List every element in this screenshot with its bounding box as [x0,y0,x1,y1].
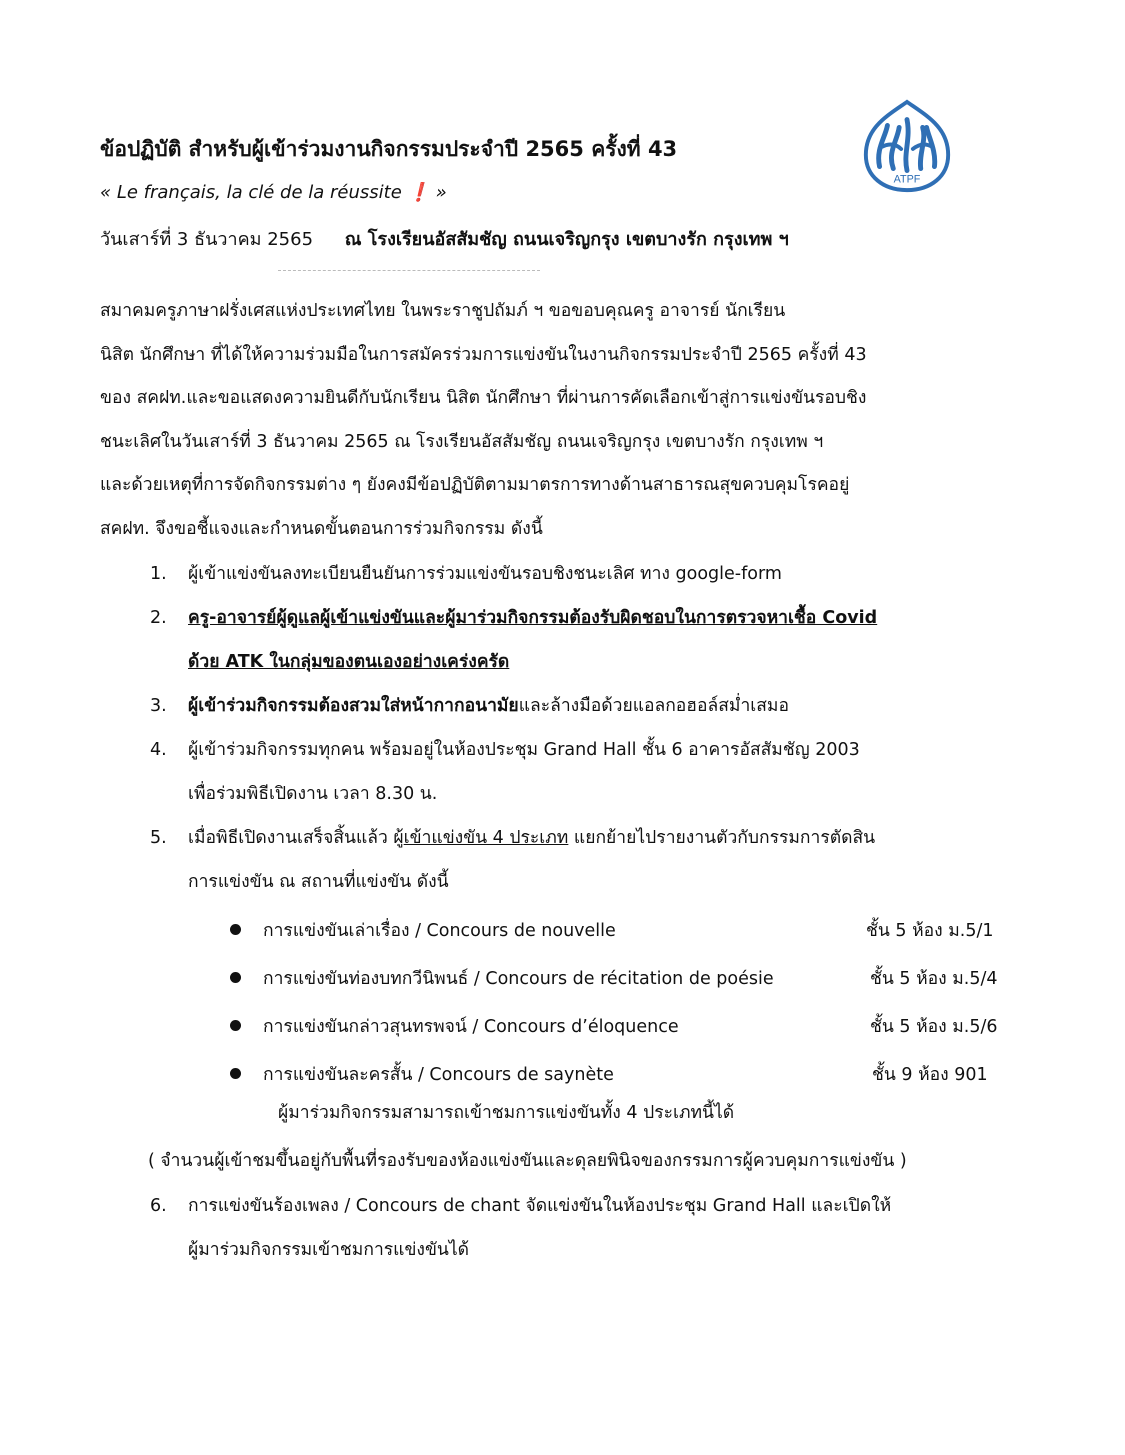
competition-item [230,964,774,992]
intro-line: นิสิต นักศึกษา ที่ได้ให้ความร่วมมือในการสมัครร่วมการแข่งขันในงานกิจกรรมประจำปี 2565 ครั้งที่ 43 [100,344,867,365]
atpf-logo [858,98,956,196]
bullet-icon [230,1068,241,1079]
bullet-icon [230,924,241,935]
list-item: 4. ผู้เข้าร่วมกิจกรรมทุกคน พร้อมอยู่ในห้องประชุม Grand Hall ชั้น 6 อาคารอัสสัมชัญ 2003 [150,740,860,760]
competition-room: ชั้น 9 ห้อง 901 [872,1065,988,1085]
exclamation-icon: ❗ [407,182,430,203]
intro-line: ของ สคฝท.และขอแสดงความยินดีกับนักเรียน นิสิต นักศึกษา ที่ผ่านการคัดเลือกเข้าสู่การแข่งขันรอบชิง [100,388,867,408]
list-item: 1. ผู้เข้าแข่งขันลงทะเบียนยืนยันการร่วมแข่งขันรอบชิงชนะเลิศ ทาง google-form [150,564,782,584]
competition-name: การแข่งขันเล่าเรื่อง / Concours de nouvelle [263,921,616,941]
motto [100,182,447,203]
bullet-icon [230,1020,241,1031]
spectator-note: ผู้มาร่วมกิจกรรมสามารถเข้าชมการแข่งขันทั้ง 4 ประเภทนี้ได้ [278,1103,735,1123]
event-dateline [100,224,789,253]
intro-line: สคฝท. จึงขอชี้แจงและกำหนดขั้นตอนการร่วมกิจกรรม ดังนี้ [100,518,543,539]
motto-text: « Le français, la clé de la réussite [100,182,402,203]
capacity-note: ( จำนวนผู้เข้าชมขึ้นอยู่กับพื้นที่รองรับของห้องแข่งขันและดุลยพินิจของกรรมการผู้ควบคุมการแข่งขัน ) [148,1151,907,1171]
list-item-continuation: เพื่อร่วมพิธีเปิดงาน เวลา 8.30 น. [188,784,438,804]
competition-item [230,1012,679,1040]
list-item: 6. การแข่งขันร้องเพลง / Concours de chant จัดแข่งขันในห้องประชุม Grand Hall และเปิดให้ [150,1196,892,1216]
competition-item [230,916,616,944]
competition-name: การแข่งขันกล่าวสุนทรพจน์ / Concours d’éloquence [263,1017,679,1037]
intro-line: และด้วยเหตุที่การจัดกิจกรรมต่าง ๆ ยังคงมีข้อปฏิบัติตามมาตรการทางด้านสาธารณสุขควบคุมโรคอยู่ [100,475,850,495]
motto-end: » [435,182,447,203]
list-item: 2. ครู-อาจารย์ผู้ดูแลผู้เข้าแข่งขันและผู้มาร่วมกิจกรรมต้องรับผิดชอบในการตรวจหาเชื้อ Covid [150,608,878,628]
list-item-continuation: การแข่งขัน ณ สถานที่แข่งขัน ดังนี้ [188,872,449,892]
event-date: วันเสาร์ที่ 3 ธันวาคม 2565 [100,229,314,250]
document-title: ข้อปฏิบัติ สำหรับผู้เข้าร่วมงานกิจกรรมประจำปี 2565 ครั้งที่ 43 [100,137,678,161]
competition-name: การแข่งขันท่องบทกวีนิพนธ์ / Concours de récitation de poésie [263,969,774,989]
list-item: 5. เมื่อพิธีเปิดงานเสร็จสิ้นแล้ว ผู้เข้าแข่งขัน 4 ประเภท แยกย้ายไปรายงานตัวกับกรรมการตัดสิน [150,828,876,848]
intro-paragraph [100,290,867,551]
list-item: 3. ผู้เข้าร่วมกิจกรรมต้องสวมใส่หน้ากากอนามัยและล้างมือด้วยแอลกอฮอล์สม่ำเสมอ [150,696,789,716]
competition-item [230,1060,614,1088]
logo-text: ATPF [893,173,921,186]
divider [278,270,540,271]
list-item-continuation: ผู้มาร่วมกิจกรรมเข้าชมการแข่งขันได้ [188,1240,470,1260]
list-item-continuation: ด้วย ATK ในกลุ่มของตนเองอย่างเคร่งครัด [188,652,510,672]
event-venue: ณ โรงเรียนอัสสัมชัญ ถนนเจริญกรุง เขตบางรัก กรุงเทพ ฯ [344,229,789,250]
competition-name: การแข่งขันละครสั้น / Concours de saynète [263,1065,614,1085]
competition-room: ชั้น 5 ห้อง ม.5/4 [870,969,998,989]
bullet-icon [230,972,241,983]
competition-room: ชั้น 5 ห้อง ม.5/1 [866,921,994,941]
intro-line: สมาคมครูภาษาฝรั่งเศสแห่งประเทศไทย ในพระราชูปถัมภ์ ฯ ขอขอบคุณครู อาจารย์ นักเรียน [100,301,786,321]
intro-line: ชนะเลิศในวันเสาร์ที่ 3 ธันวาคม 2565 ณ โรงเรียนอัสสัมชัญ ถนนเจริญกรุง เขตบางรัก กรุงเทพ ฯ [100,431,824,452]
competition-room: ชั้น 5 ห้อง ม.5/6 [870,1017,998,1037]
